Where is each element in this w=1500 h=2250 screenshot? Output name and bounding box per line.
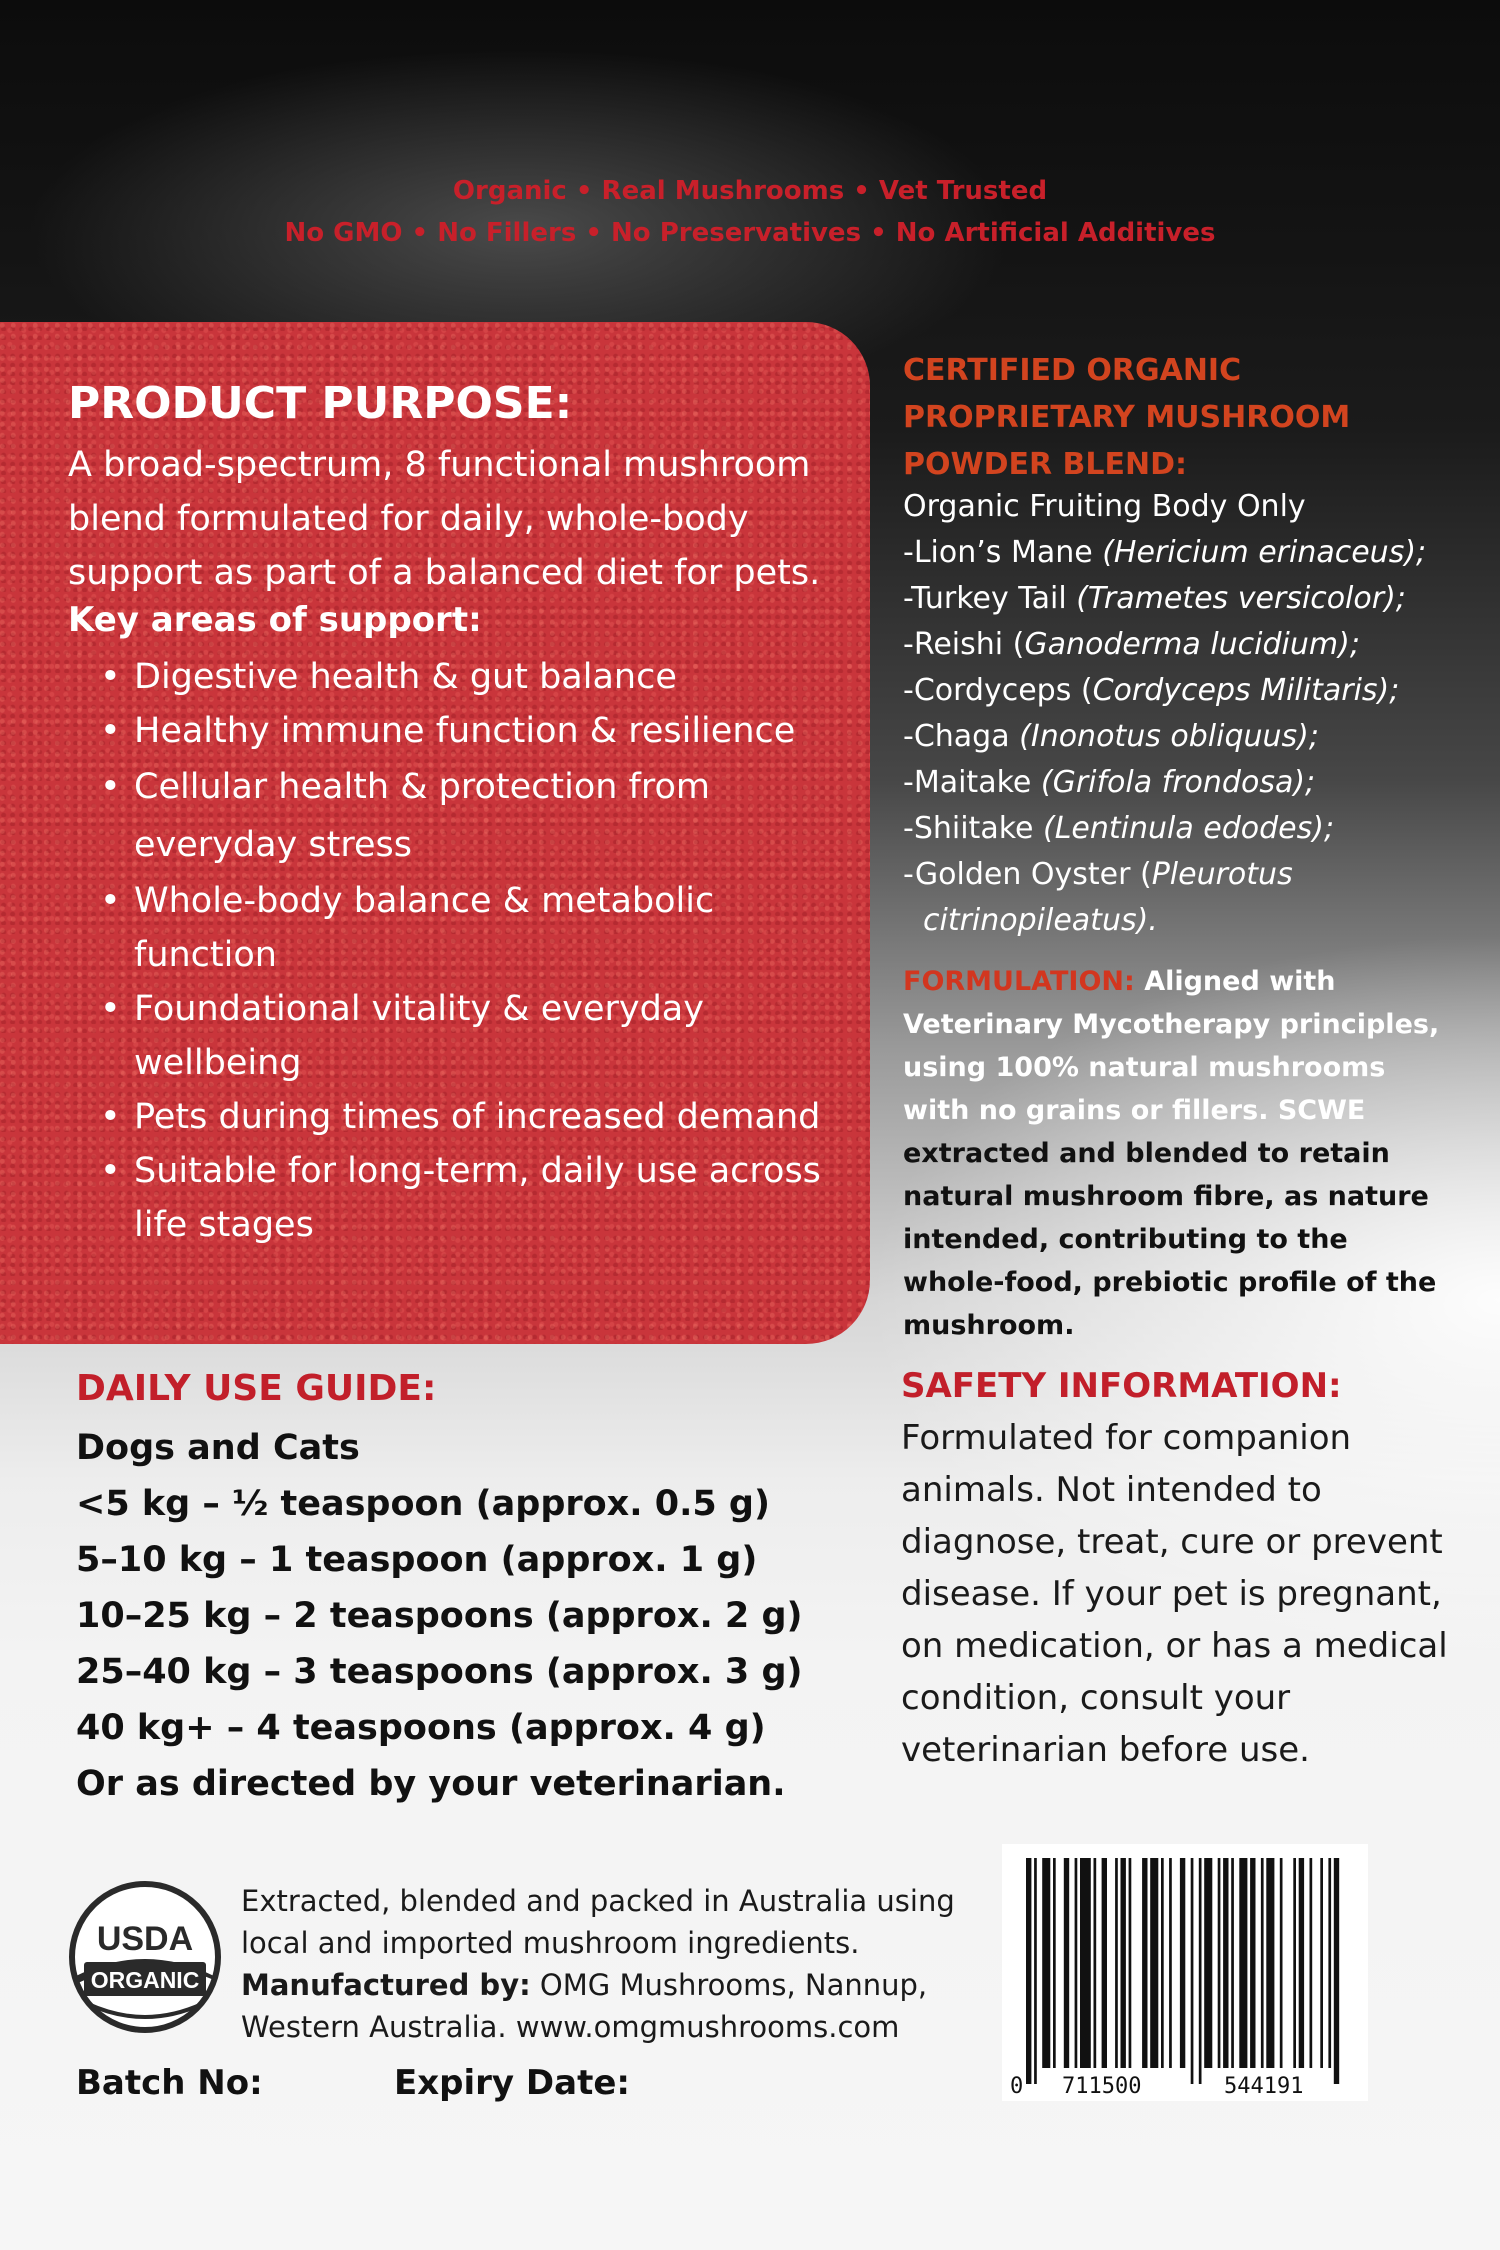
blend-item: -Cordyceps (Cordyceps Militaris); (903, 673, 1400, 708)
barcode-bar (1310, 1858, 1313, 2068)
daily-use-line: 25–40 kg – 3 teaspoons (approx. 3 g) (76, 1652, 803, 1692)
barcode-bar (1239, 1858, 1247, 2068)
support-item: • Suitable for long-term, daily use across life stages (100, 1144, 860, 1252)
daily-use-line: 10–25 kg – 2 teaspoons (approx. 2 g) (76, 1596, 803, 1636)
barcode-bar (1115, 1858, 1118, 2068)
barcode-bar (1223, 1858, 1228, 2068)
support-list (100, 650, 860, 1252)
daily-use-line: 5–10 kg – 1 teaspoon (approx. 1 g) (76, 1540, 758, 1580)
blend-item: -Chaga (Inonotus obliquus); (903, 719, 1319, 754)
barcode-bar (1328, 1858, 1331, 2068)
support-item: • Digestive health & gut balance (100, 650, 860, 704)
blend-intro: Organic Fruiting Body Only (903, 489, 1306, 524)
barcode-bar (1094, 1858, 1097, 2068)
blend-item: -Reishi (Ganoderma lucidium); (903, 627, 1360, 662)
svg-text:ORGANIC: ORGANIC (90, 1967, 200, 1993)
support-item: • Whole-body balance & metabolic function (100, 874, 860, 982)
daily-use-line: Or as directed by your veterinarian. (76, 1764, 786, 1804)
batch-number-label: Batch No: (76, 2063, 263, 2103)
tagline-primary: Organic • Real Mushrooms • Vet Trusted (452, 176, 1048, 206)
barcode-bars (1002, 1844, 1368, 2101)
support-item: • Pets during times of increased demand (100, 1090, 860, 1144)
barcode-bar (1199, 1858, 1202, 2084)
blend-item: -Golden Oyster (Pleurotus (903, 857, 1293, 892)
barcode-bar (1320, 1858, 1323, 2068)
svg-text:USDA: USDA (96, 1920, 194, 1958)
blend-title: CERTIFIED ORGANIC PROPRIETARY MUSHROOM POWDER BLEND: (903, 353, 1351, 482)
barcode-bar (1129, 1858, 1132, 2068)
barcode-bar (1204, 1858, 1212, 2068)
barcode-digit-left-group: 711500 (1062, 2074, 1142, 2099)
product-purpose-title: PRODUCT PURPOSE: (68, 378, 573, 429)
barcode-bar (1299, 1858, 1304, 2068)
barcode-bar (1293, 1858, 1296, 2068)
safety-text: Formulated for companion animals. Not intended to diagnose, treat, cure or prevent disease. If your pet is pregnant, on medication, or has a medical condition, consult your veterinarian before use. (901, 1418, 1448, 1770)
barcode-bar (1026, 1858, 1031, 2084)
blend-item: -Lion’s Mane (Hericium erinaceus); (903, 535, 1427, 570)
blend-item: -Turkey Tail (Trametes versicolor); (903, 581, 1406, 616)
barcode-digit-right-group: 544191 (1224, 2074, 1304, 2099)
barcode-bar (1075, 1858, 1078, 2068)
formulation-text: FORMULATION: Aligned with Veterinary Mycotherapy principles, using 100% natural mushrooms with no grains or fillers. SCWE extracted and blended to retain natural mushroom fibre, as nature intended, contributing to the whole-food, prebiotic profile of the mushroom. (903, 966, 1440, 1341)
blend-item-continued: citrinopileatus). (923, 903, 1158, 938)
usda-organic-logo (68, 1880, 222, 2034)
barcode-bar (1180, 1858, 1185, 2068)
barcode-bar (1064, 1858, 1069, 2068)
support-item: • Cellular health & protection from everyday stress (100, 758, 860, 874)
product-purpose-description: A broad-spectrum, 8 functional mushroom blend formulated for daily, whole-body support as part of a balanced diet for pets. (68, 445, 821, 593)
barcode-bar (1250, 1858, 1255, 2068)
barcode-digit-first: 0 (1010, 2074, 1024, 2099)
barcode-bar (1334, 1858, 1339, 2084)
daily-use-line: <5 kg – ½ teaspoon (approx. 0.5 g) (76, 1484, 770, 1524)
support-item: • Healthy immune function & resilience (100, 704, 860, 758)
tagline-secondary: No GMO • No Fillers • No Preservatives • No Artificial Additives (284, 218, 1216, 248)
barcode-bar (1261, 1858, 1264, 2068)
barcode-bar (1218, 1858, 1221, 2068)
barcode (1002, 1844, 1368, 2101)
daily-use-title: DAILY USE GUIDE: (76, 1368, 437, 1409)
barcode-bar (1142, 1858, 1147, 2068)
barcode-bar (1280, 1858, 1283, 2068)
barcode-bar (1102, 1858, 1107, 2068)
barcode-bar (1231, 1858, 1234, 2068)
formulation-label: FORMULATION: (903, 966, 1135, 997)
barcode-bar (1053, 1858, 1056, 2068)
barcode-bar (1161, 1858, 1164, 2068)
origin-statement: Extracted, blended and packed in Australia using local and imported mushroom ingredients. Manufactured by: OMG Mushrooms, Nannup, Western Australia. www.omgmushrooms.com (241, 1884, 955, 2044)
key-areas-title: Key areas of support: (68, 600, 482, 640)
barcode-bar (1191, 1858, 1194, 2084)
barcode-digits (1002, 2074, 1368, 2100)
barcode-bar (1034, 1858, 1037, 2084)
barcode-bar (1121, 1858, 1126, 2068)
blend-item: -Maitake (Grifola frondosa); (903, 765, 1316, 800)
barcode-bar (1266, 1858, 1274, 2068)
safety-title: SAFETY INFORMATION: (901, 1366, 1342, 1406)
expiry-date-label: Expiry Date: (394, 2063, 630, 2103)
daily-use-list (76, 1420, 836, 1812)
support-item: • Foundational vitality & everyday wellbeing (100, 982, 860, 1090)
blend-list (903, 484, 1443, 944)
barcode-bar (1169, 1858, 1172, 2068)
daily-use-line: Dogs and Cats (76, 1428, 360, 1468)
daily-use-line: 40 kg+ – 4 teaspoons (approx. 4 g) (76, 1708, 766, 1748)
blend-item: -Shiitake (Lentinula edodes); (903, 811, 1335, 846)
barcode-bar (1042, 1858, 1050, 2068)
barcode-bar (1150, 1858, 1158, 2068)
barcode-bar (1080, 1858, 1091, 2068)
